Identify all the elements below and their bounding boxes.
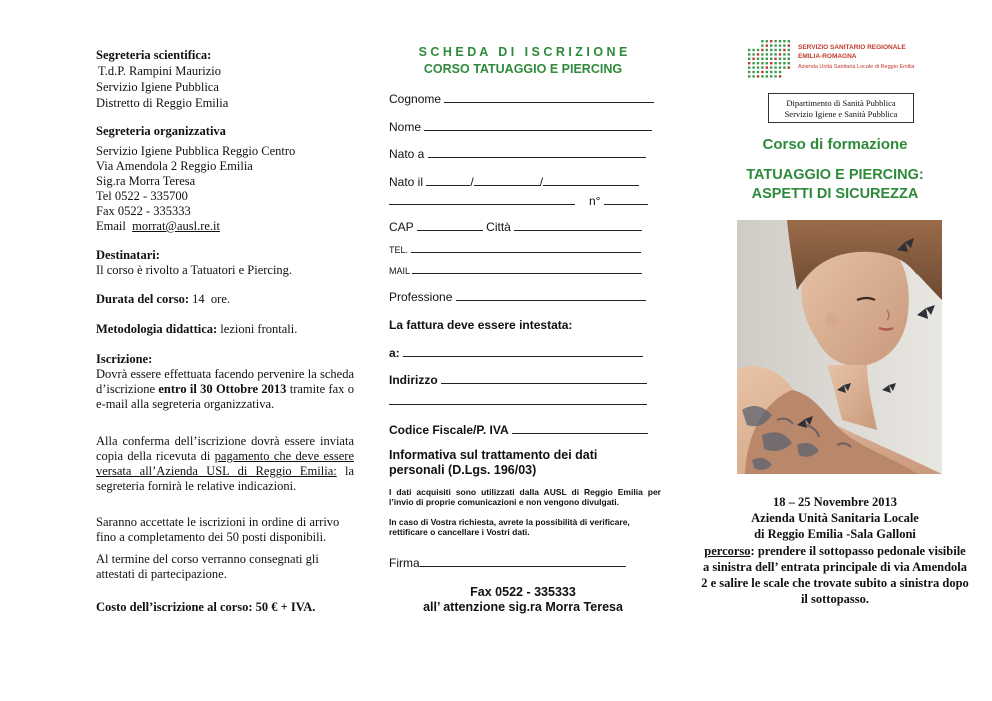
cover-photo (737, 220, 942, 474)
sci-line-1: T.d.P. Rampini Maurizio (98, 64, 222, 78)
cognome-label: Cognome (389, 92, 442, 106)
dest-heading: Destinatari: (96, 248, 160, 262)
iscr-p2-text: Alla conferma dell’iscrizione dovrà essere inviata copia della ricevuta di (96, 434, 354, 463)
course-title-1: TATUAGGIO E PIERCING: (746, 167, 924, 183)
email-link[interactable]: morrat@ausl.re.it (132, 219, 220, 233)
tattooed-woman-illustration (737, 220, 942, 474)
mail-label: MAIL (389, 266, 410, 276)
metodologia-label: Metodologia didattica: (96, 322, 218, 336)
field-tel[interactable] (389, 245, 641, 255)
field-codice-fiscale[interactable] (389, 423, 648, 437)
field-nato-il[interactable]: Nato il / / (389, 175, 639, 189)
iscr-paragraph-2 (96, 434, 354, 494)
citta-label: Città (486, 220, 511, 234)
field-numero[interactable] (389, 194, 648, 208)
department-box (768, 93, 914, 123)
ssr-logo-icon (746, 38, 792, 80)
costo: Costo dell’iscrizione al corso: 50 € + IVA. (96, 600, 316, 614)
durata-value: 14 ore. (189, 292, 231, 306)
iscr-paragraph-4: Al termine del corso verranno consegnati gli attestati di partecipazione. (96, 552, 319, 581)
iscr-deadline: entro il 30 Ottobre 2013 (158, 382, 287, 396)
metodologia (96, 322, 297, 337)
cap-label: CAP (389, 220, 414, 234)
codice-label: Codice Fiscale/P. IVA (389, 423, 509, 437)
iscr-p1-text: Dovrà essere effettuata facendo pervenire la scheda d’iscrizione (96, 367, 354, 396)
course-label: Corso di formazione (762, 136, 908, 153)
event-directions (700, 543, 970, 607)
field-fattura-a[interactable] (389, 346, 643, 360)
fax-number: Fax 0522 - 335333 (470, 585, 576, 599)
nato-a-label: Nato a (389, 147, 425, 161)
directions-label: percorso (704, 544, 751, 558)
form-subtitle: CORSO TATUAGGIO E PIERCING (423, 62, 623, 76)
course-title-2: ASPETTI DI SICUREZZA (751, 186, 919, 202)
event-organizer: Azienda Unità Sanitaria Locale (751, 511, 919, 525)
form-title: S C H E D A D I I S C R I Z I O N E (418, 45, 628, 59)
directions-text: : prendere il sottopasso pedonale visibile a sinistra dell’ entrata principale di via Amendola 2 e salire le scale che trovate subito a sinistra dopo il sottopasso. (701, 544, 969, 606)
iscr-paragraph-3: Saranno accettate le iscrizioni in ordine di arrivo fino a completamento dei 50 posti disponibili. (96, 515, 340, 544)
iscr-p2-underlined: pagamento che deve essere versata all’Azienda USL di Reggio Emilia: (96, 449, 354, 478)
fattura-a-label: a: (389, 346, 400, 360)
org-line-5: Fax 0522 - 335333 (96, 204, 191, 218)
field-nato-a[interactable] (389, 147, 646, 161)
org-line-4: Tel 0522 - 335700 (96, 189, 188, 203)
iscr-p1-tail: tramite fax o e-mail alla segreteria organizzativa. (96, 382, 354, 411)
field-nome[interactable] (389, 120, 652, 134)
email-label: Email (96, 219, 133, 233)
event-location: di Reggio Emilia -Sala Galloni (754, 527, 916, 541)
metodologia-value: lezioni frontali. (217, 322, 298, 336)
org-line-1: Servizio Igiene Pubblica Reggio Centro (96, 144, 296, 158)
field-indirizzo-2[interactable] (389, 394, 647, 408)
dest-text: Il corso è rivolto a Tatuatori e Piercing. (96, 263, 293, 277)
sci-heading: Segreteria scientifica: (96, 48, 212, 62)
org-heading: Segreteria organizzativa (96, 124, 226, 138)
field-cognome[interactable] (389, 92, 654, 106)
org-line-2: Via Amendola 2 Reggio Emilia (96, 159, 253, 173)
field-mail[interactable] (389, 266, 642, 276)
field-indirizzo[interactable] (389, 373, 647, 387)
iscr-p2-tail: la segreteria fornirà le relative indicazioni. (96, 464, 354, 493)
field-professione[interactable] (389, 290, 646, 304)
durata-label: Durata del corso: (96, 292, 190, 306)
iscr-heading: Iscrizione: (96, 352, 153, 366)
professione-label: Professione (389, 290, 453, 304)
sci-line-2: Servizio Igiene Pubblica (96, 80, 219, 94)
iscr-paragraph-1 (96, 367, 354, 412)
privacy-text-1: I dati acquisiti sono utilizzati dalla AUSL di Reggio Emilia per l’invio di proprie comunicazioni e non vengono divulgati. (389, 487, 661, 507)
event-dates: 18 – 25 Novembre 2013 (772, 495, 898, 509)
logo-line-2: EMILIA-ROMAGNA (798, 53, 857, 60)
field-cap-citta[interactable] (389, 220, 642, 234)
dept-line-1: Dipartimento di Sanità Pubblica (786, 98, 896, 108)
indirizzo-label: Indirizzo (389, 373, 438, 387)
nome-label: Nome (389, 120, 422, 134)
tel-label: TEL. (389, 245, 409, 255)
privacy-title: Informativa sul trattamento dei dati personali (D.Lgs. 196/03) (389, 448, 598, 477)
logo-line-1: SERVIZIO SANITARIO REGIONALE (798, 44, 906, 51)
sci-line-3: Distretto di Reggio Emilia (96, 96, 229, 110)
logo-line-3: Azienda Unità Sanitaria Locale di Reggio Emilia (798, 64, 915, 70)
fattura-heading: La fattura deve essere intestata: (389, 318, 573, 332)
org-line-3: Sig.ra Morra Teresa (96, 174, 196, 188)
field-firma[interactable] (389, 556, 626, 570)
firma-label: Firma (389, 556, 420, 570)
email-line (96, 219, 220, 234)
durata (96, 292, 230, 307)
fax-attention: all’ attenzione sig.ra Morra Teresa (423, 600, 623, 614)
privacy-text-2: In caso di Vostra richiesta, avrete la possibilità di verificare, rettificare o cancellare i Vostri dati. (389, 517, 630, 537)
dept-line-2: Servizio Igiene e Sanità Pubblica (784, 109, 898, 119)
nato-il-label: Nato il (389, 175, 424, 189)
numero-label: n° (589, 194, 601, 208)
